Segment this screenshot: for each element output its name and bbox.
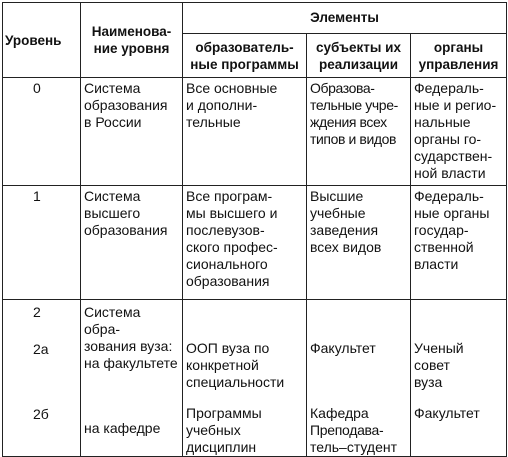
header-elements: Элементы xyxy=(183,3,507,34)
subjects-0: Образова- тельные учре- ждения всех типов и видов xyxy=(307,78,411,186)
programs-2b: Программы xyxy=(186,405,262,421)
programs-0: Все основные и дополни- тельные xyxy=(183,78,307,186)
level-2a: 2а xyxy=(33,341,49,357)
level-2-col xyxy=(3,300,81,457)
row-level-0 xyxy=(3,78,507,186)
programs-2a: ООП вуза по xyxy=(186,340,270,356)
subjects-2a: Факультет xyxy=(310,340,376,356)
bodies-2-col: Ученый совет вуза Факультет xyxy=(411,300,507,457)
name-2b: на кафедре xyxy=(84,420,161,436)
name-2-col: Система обра- зования вуза: на факультете на кафедре xyxy=(81,300,183,457)
subjects-2-col: Факультет Кафедра Преподава- тель–студент xyxy=(307,300,411,457)
name-2a: на факультете xyxy=(84,355,178,371)
subjects-1: Высшие учебные заведения всех видов xyxy=(307,186,411,300)
programs-2-col: ООП вуза по конкретной специальности Программы учебных дисциплин xyxy=(183,300,307,457)
bodies-0: Федераль- ные и регио- нальные органы го- сударствен- ной власти xyxy=(411,78,507,186)
header-name xyxy=(81,3,183,78)
row-level-1 xyxy=(3,186,507,300)
bodies-2b: Факультет xyxy=(414,405,480,421)
header-bodies: органы управления xyxy=(411,34,507,78)
header-level: Уровень xyxy=(3,3,81,78)
subjects-2b: Кафедра xyxy=(310,405,369,421)
level-0: 0 xyxy=(3,78,81,186)
name-1: Система высшего образования xyxy=(81,186,183,300)
bodies-1: Федераль- ные органы государ- ственной власти xyxy=(411,186,507,300)
name-2: Система обра- xyxy=(84,304,141,337)
education-levels-table xyxy=(2,2,507,457)
level-1: 1 xyxy=(3,186,81,300)
bodies-2a: Ученый xyxy=(414,340,464,356)
level-2: 2 xyxy=(33,304,41,320)
name-0: Система образования в России xyxy=(81,78,183,186)
programs-1: Все програм- мы высшего и послевузов- ского профес- сионального образования xyxy=(183,186,307,300)
header-name-line1: Наименова- xyxy=(91,24,172,39)
row-level-2 xyxy=(3,300,507,457)
header-row-top xyxy=(3,3,507,34)
header-programs: образователь- ные программы xyxy=(183,34,307,78)
header-name-line2: ние уровня xyxy=(93,41,170,56)
header-subjects: субъекты их реализации xyxy=(307,34,411,78)
level-2b: 2б xyxy=(33,406,49,422)
